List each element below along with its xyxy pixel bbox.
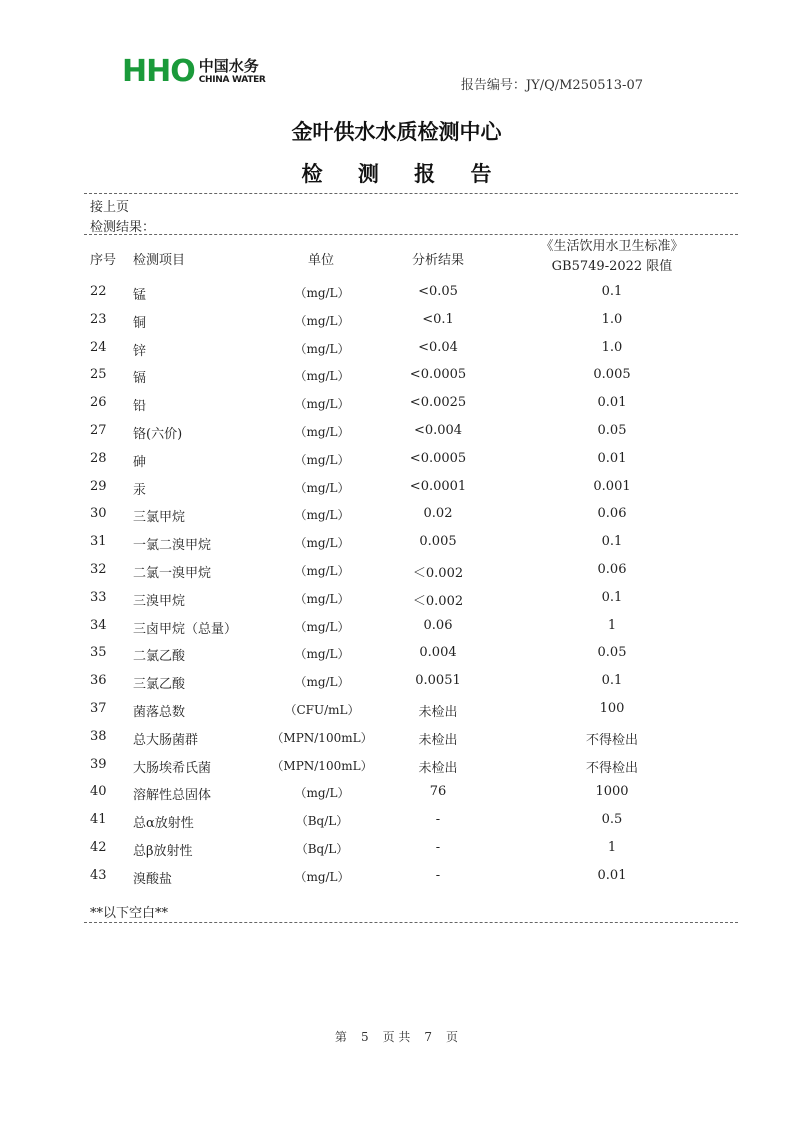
row-unit: （mg/L）: [294, 647, 350, 662]
row-seq: 30: [90, 506, 107, 522]
table-row: [0, 667, 793, 695]
row-unit: （mg/L）: [294, 563, 350, 578]
row-result: <0.0005: [409, 450, 467, 466]
row-result: 76: [429, 784, 447, 800]
page-mid: 页 共: [382, 1030, 411, 1044]
row-seq: 22: [90, 284, 107, 299]
row-unit: （mg/L）: [294, 313, 350, 328]
row-result: <0.0001: [409, 478, 467, 494]
table-row: [0, 528, 793, 556]
results-label: 检测结果：: [90, 220, 156, 235]
row-limit: 0.06: [597, 506, 627, 522]
row-item: 三氯甲烷: [133, 510, 186, 526]
row-unit: （MPN/100mL）: [271, 758, 373, 773]
row-item: 溶解性总固体: [133, 788, 212, 804]
row-item: 二氯一溴甲烷: [133, 565, 212, 581]
row-limit: 1.0: [601, 339, 623, 355]
row-item: 大肠埃希氏菌: [133, 760, 212, 776]
row-seq: 26: [90, 395, 107, 411]
row-seq: 32: [90, 561, 107, 577]
table-row: [0, 556, 793, 584]
column-header-unit: 单位: [307, 253, 334, 268]
row-item: 三卤甲烷（总量）: [133, 621, 238, 637]
row-limit: 不得检出: [585, 760, 638, 776]
row-unit: （mg/L）: [294, 369, 350, 384]
row-item: 铜: [133, 315, 147, 331]
row-result: -: [435, 867, 441, 883]
row-item: 铅: [133, 399, 147, 415]
logo-mark: HHO: [122, 54, 195, 89]
row-limit: 0.01: [597, 867, 627, 883]
row-unit: （mg/L）: [294, 341, 350, 356]
row-unit: （CFU/mL）: [284, 702, 360, 717]
row-item: 锰: [133, 288, 147, 303]
row-seq: 28: [90, 450, 107, 466]
row-result: 未检出: [418, 704, 458, 720]
row-item: 总β放射性: [133, 843, 193, 859]
row-result: -: [435, 839, 441, 855]
row-result: 0.06: [423, 617, 453, 633]
table-row: [0, 500, 793, 528]
row-unit: （mg/L）: [294, 675, 350, 690]
table-row: [0, 584, 793, 612]
company-logo: [122, 54, 266, 90]
table-row: [0, 306, 793, 334]
row-item: 总大肠菌群: [133, 732, 199, 748]
column-header-standard: [520, 237, 704, 277]
row-unit: （mg/L）: [294, 286, 350, 300]
row-result: <0.04: [418, 339, 458, 355]
row-seq: 40: [90, 784, 107, 800]
table-row: [0, 834, 793, 862]
row-item: 砷: [133, 454, 147, 470]
row-result: <0.0025: [409, 395, 467, 411]
row-limit: 0.001: [593, 478, 631, 494]
divider-header: [84, 234, 738, 235]
row-item: 铬(六价): [133, 426, 183, 442]
table-row: [0, 334, 793, 362]
row-unit: （mg/L）: [294, 480, 350, 495]
table-row: [0, 778, 793, 806]
row-seq: 38: [90, 728, 107, 744]
row-seq: 31: [90, 534, 107, 550]
row-seq: 36: [90, 673, 107, 689]
row-result: ＜0.002: [412, 593, 464, 609]
row-unit: （mg/L）: [294, 452, 350, 467]
row-unit: （mg/L）: [294, 508, 350, 523]
logo-text: [199, 59, 266, 85]
table-row: [0, 751, 793, 779]
row-limit: 0.1: [601, 673, 623, 689]
table-row: [0, 389, 793, 417]
page-prefix: 第: [334, 1030, 347, 1044]
row-item: 镉: [133, 371, 147, 387]
row-limit: 0.1: [601, 589, 623, 605]
row-limit: 1000: [595, 784, 629, 800]
row-unit: （Bq/L）: [295, 841, 349, 856]
table-row: [0, 417, 793, 445]
row-limit: 0.05: [597, 645, 627, 661]
row-result: <0.0005: [409, 367, 467, 383]
divider-top: [84, 193, 738, 194]
column-header-result: 分析结果: [411, 253, 464, 268]
organization-title: 金叶供水水质检测中心: [291, 120, 502, 144]
column-header-seq: 序号: [90, 253, 117, 268]
row-limit: 0.06: [597, 561, 627, 577]
table-row: [0, 862, 793, 890]
table-row: [0, 361, 793, 389]
row-unit: （mg/L）: [294, 591, 350, 606]
row-limit: 0.5: [601, 812, 623, 828]
row-unit: （mg/L）: [294, 397, 350, 412]
end-note: **以下空白**: [90, 906, 169, 921]
row-seq: 41: [90, 812, 107, 828]
row-limit: 0.01: [597, 395, 627, 411]
row-item: 三溴甲烷: [133, 593, 186, 609]
row-item: 溴酸盐: [133, 871, 173, 887]
row-limit: 0.1: [601, 534, 623, 550]
table-row: [0, 278, 793, 306]
divider-bottom: [84, 922, 738, 923]
row-limit: 0.1: [601, 284, 623, 299]
logo-english-name: CHINA WATER: [198, 75, 266, 85]
row-result: 未检出: [418, 732, 458, 748]
standard-name: 《生活饮用水卫生标准》: [540, 239, 684, 254]
row-limit: 1: [607, 839, 617, 855]
table-row: [0, 806, 793, 834]
row-item: 总α放射性: [133, 816, 194, 832]
row-unit: （mg/L）: [294, 619, 350, 634]
row-unit: （MPN/100mL）: [271, 730, 373, 745]
table-row: [0, 612, 793, 640]
row-result: -: [435, 812, 441, 828]
row-result: <0.1: [422, 311, 454, 327]
row-unit: （mg/L）: [294, 536, 350, 551]
row-item: 一氯二溴甲烷: [133, 538, 212, 554]
row-result: ＜0.002: [412, 565, 464, 581]
row-item: 汞: [133, 482, 147, 498]
logo-chinese-name: 中国水务: [198, 57, 259, 75]
row-item: 三氯乙酸: [133, 677, 186, 693]
row-limit: 0.01: [597, 450, 627, 466]
row-seq: 34: [90, 617, 107, 633]
row-result: <0.05: [418, 284, 458, 299]
row-item: 锌: [133, 343, 147, 359]
row-result: 0.005: [419, 534, 457, 550]
row-seq: 43: [90, 867, 107, 883]
table-row: [0, 723, 793, 751]
document-title: 检 测 报 告: [301, 162, 506, 186]
continued-note: 接上页: [90, 200, 130, 215]
row-result: 0.0051: [415, 673, 461, 689]
row-seq: 37: [90, 700, 107, 716]
row-seq: 33: [90, 589, 107, 605]
row-result: 未检出: [418, 760, 458, 776]
row-seq: 24: [90, 339, 107, 355]
row-limit: 0.05: [597, 422, 627, 438]
table-row: [0, 445, 793, 473]
row-unit: （Bq/L）: [295, 814, 349, 829]
row-seq: 29: [90, 478, 107, 494]
standard-code: GB5749-2022 限值: [551, 259, 673, 274]
row-seq: 27: [90, 422, 107, 438]
row-seq: 23: [90, 311, 107, 327]
row-item: 二氯乙酸: [133, 649, 186, 665]
page-total: 7: [424, 1030, 433, 1044]
row-result: <0.004: [413, 422, 463, 438]
row-limit: 0.005: [593, 367, 631, 383]
row-unit: （mg/L）: [294, 786, 350, 801]
row-limit: 不得检出: [585, 732, 638, 748]
table-row: [0, 639, 793, 667]
row-result: 0.02: [423, 506, 453, 522]
page-current: 5: [360, 1030, 369, 1044]
row-unit: （mg/L）: [294, 424, 350, 439]
table-row: [0, 695, 793, 723]
column-header-item: 检测项目: [133, 253, 186, 268]
row-limit: 1.0: [601, 311, 623, 327]
table-row: [0, 473, 793, 501]
row-item: 菌落总数: [133, 704, 186, 720]
row-unit: （mg/L）: [294, 869, 350, 884]
row-seq: 42: [90, 839, 107, 855]
results-table: [0, 278, 793, 890]
row-limit: 1: [607, 617, 617, 633]
row-seq: 25: [90, 367, 107, 383]
row-result: 0.004: [419, 645, 457, 661]
page-suffix: 页: [446, 1030, 459, 1044]
row-limit: 100: [599, 700, 625, 716]
row-seq: 35: [90, 645, 107, 661]
report-number: 报告编号：JY/Q/M250513-07: [460, 78, 643, 93]
page-footer: [0, 1028, 793, 1045]
row-seq: 39: [90, 756, 107, 772]
